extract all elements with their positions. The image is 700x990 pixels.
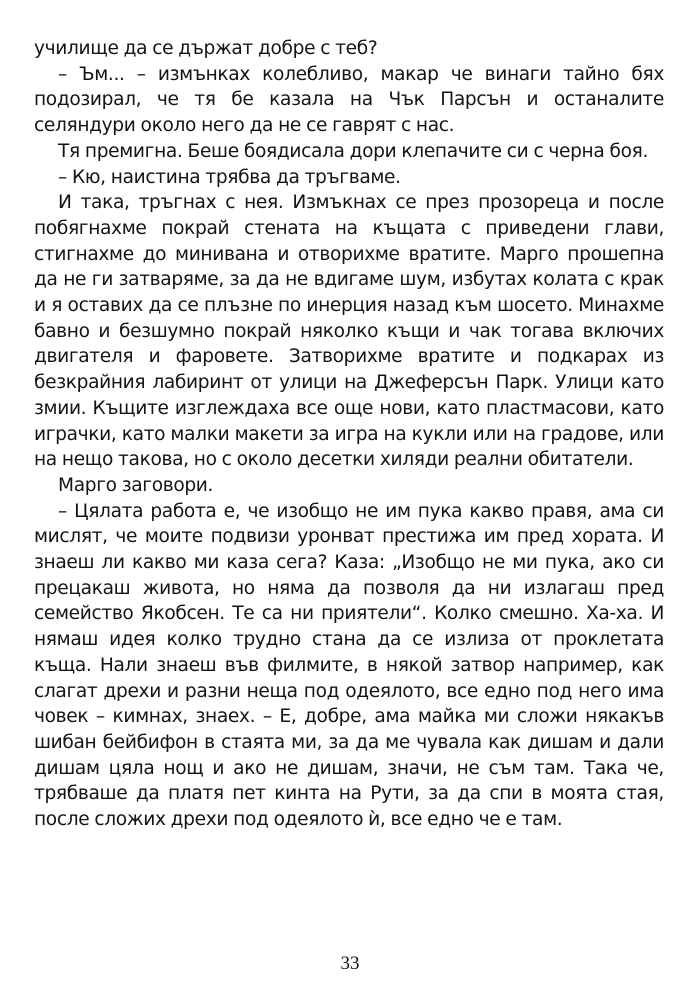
paragraph-4: – Кю, наистина трябва да тръгваме. <box>58 166 401 188</box>
paragraph-6: Марго заговори. <box>58 474 214 496</box>
page-text <box>34 36 664 833</box>
paragraph-7: – Цялата работа е, че изобщо не им пука какво правя, ама си мислят, че моите подвизи уронват престижа им пред хората. И знаеш ли какво ми каза сега? Каза: „Изобщо не ми пука, ако си прецакаш живота, но няма да позволя да ни излагаш пред семейство Якобсен. Те са ни приятели“. Колко смешно. Ха-ха. И нямаш идея колко трудно стана да се излиза от проклетата къща. Нали знаеш във филмите, в някой затвор например, как слагат дрехи и разни неща под одеялото, все едно под него има човек – кимнах, знаех. – Е, добре, ама майка ми сложи някакъв шибан бейбифон в стаята ми, за да ме чувала как дишам и дали дишам цяла нощ и ако не дишам, значи, не съм там. Така че, трябваше да платя пет кинта на Рути, за да спи в моята стая, после сложих дрехи под одеялото ѝ, все едно че е там. <box>34 500 664 831</box>
paragraph-5: И така, тръгнах с нея. Измъкнах се през прозореца и после побягнахме покрай стената на къщата с приведени глави, стигнахме до миниванa и отворихме вратите. Марго прошепна да не ги затваряме, за да не вдигаме шум, избутах колата с крак и я оставих да се плъзне по инерция назад към шосето. Минахме бавно и безшумно покрай няколко къщи и чак тогава включих двигателя и фаровете. Затворихме вратите и подкарах из безкрайния лабиринт от улици на Джеферсън Парк. Улици като змии. Къщите изглеждаха все още нови, като пластмасови, като играчки, като малки макети за игра на кукли или на градове, или на нещо такова, но с около десетки хиляди реални обитатели. <box>34 192 664 471</box>
paragraph-2: – Ъм... – измънках колебливо, макар че винаги тайно бях подозирал, че тя бе казала на Чък Парсън и останалите селяндури около него да не се гаврят с нас. <box>34 63 664 137</box>
paragraph-1: училище да се държат добре с теб? <box>34 38 378 59</box>
paragraph-3: Тя премигна. Беше боядисала дори клепачите си с черна боя. <box>58 140 649 162</box>
page-number: 33 <box>340 953 360 974</box>
